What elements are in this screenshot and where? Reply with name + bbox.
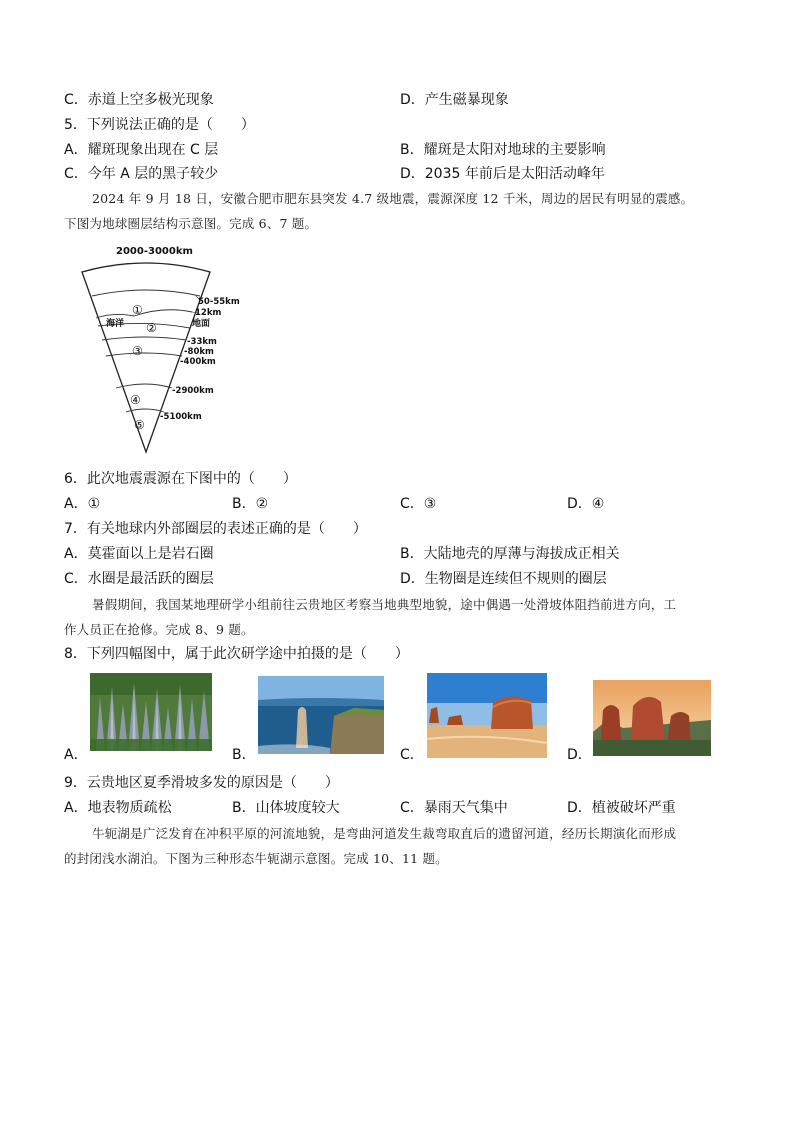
photo-a-stone-forest [90,673,212,751]
q7-option-d: D．生物圈是连续但不规则的圈层 [400,571,607,587]
q6-option-c: C．③ [400,496,437,512]
q5-option-b: B．耀斑是太阳对地球的主要影响 [400,142,606,158]
q8-option-b: B． [232,747,256,763]
depth-5100km: -5100km [160,412,202,422]
q9-option-b: B．山体坡度较大 [232,800,340,816]
q9-option-a: A．地表物质疏松 [64,800,172,816]
q9-stem: 9．云贵地区夏季滑坡多发的原因是（ ） [64,775,339,791]
earth-layers-diagram [74,240,274,455]
passage-6-7-line1: 2024 年 9 月 18 日，安徽合肥市肥东县突发 4.7 级地震，震源深度 12 千米，周边的居民有明显的震感。 [92,191,694,206]
q7-stem: 7．有关地球内外部圈层的表述正确的是（ ） [64,521,367,537]
q4-option-d: D．产生磁暴现象 [400,92,509,108]
photo-b-sea-stack [258,676,384,754]
ocean-label: 海洋 [106,319,125,329]
q5-option-a: A．耀斑现象出现在 C 层 [64,142,219,158]
q8-option-d: D． [567,747,592,763]
q5-option-c: C．今年 A 层的黑子较少 [64,166,219,182]
q6-option-a: A．① [64,496,101,512]
q7-option-c: C．水圈是最活跃的圈层 [64,571,214,587]
depth-2900km: -2900km [172,386,214,396]
q6-option-b: B．② [232,496,269,512]
zone-3-label: ③ [132,344,143,358]
zone-1-label: ① [132,303,143,317]
depth-400km: -400km [180,357,216,367]
passage-10-11-line2: 的封闭浅水湖泊。下图为三种形态牛轭湖示意图。完成 10、11 题。 [64,851,448,866]
q6-option-d: D．④ [567,496,605,512]
diagram-top-label: 2000-3000km [116,246,193,257]
depth-12km: 12km [195,308,222,318]
q9-option-d: D．植被破坏严重 [567,800,676,816]
q7-option-b: B．大陆地壳的厚薄与海拔成正相关 [400,546,620,562]
q5-stem: 5．下列说法正确的是（ ） [64,117,255,133]
photo-c-desert-rock [427,673,547,758]
q6-stem: 6．此次地震震源在下图中的（ ） [64,471,297,487]
depth-80km: -80km [184,347,214,357]
q8-stem: 8．下列四幅图中，属于此次研学途中拍摄的是（ ） [64,646,409,662]
depth-50-55km: 50-55km [198,297,240,307]
passage-8-9-line2: 作人员正在抢修。完成 8、9 题。 [64,622,254,637]
depth-33km: -33km [187,337,217,347]
photo-d-danxia-cliffs [593,680,711,756]
ground-label: 地面 [192,319,211,329]
zone-5-label: ⑤ [134,418,145,432]
q9-option-c: C．暴雨天气集中 [400,800,508,816]
q5-option-d: D．2035 年前后是太阳活动峰年 [400,166,605,182]
passage-6-7-line2: 下图为地球圈层结构示意图。完成 6、7 题。 [64,216,318,231]
q7-option-a: A．莫霍面以上是岩石圈 [64,546,214,562]
zone-4-label: ④ [130,393,141,407]
q4-option-c: C．赤道上空多极光现象 [64,92,214,108]
passage-8-9-line1: 暑假期间，我国某地理研学小组前往云贵地区考察当地典型地貌，途中偶遇一处滑坡体阻挡前进方向，工 [92,597,677,612]
q8-option-c: C． [400,747,424,763]
q8-option-a: A． [64,747,88,763]
zone-2-label: ② [146,321,157,335]
passage-10-11-line1: 牛轭湖是广泛发育在冲积平原的河流地貌，是弯曲河道发生裁弯取直后的遗留河道，经历长期演化而形成 [92,826,677,841]
